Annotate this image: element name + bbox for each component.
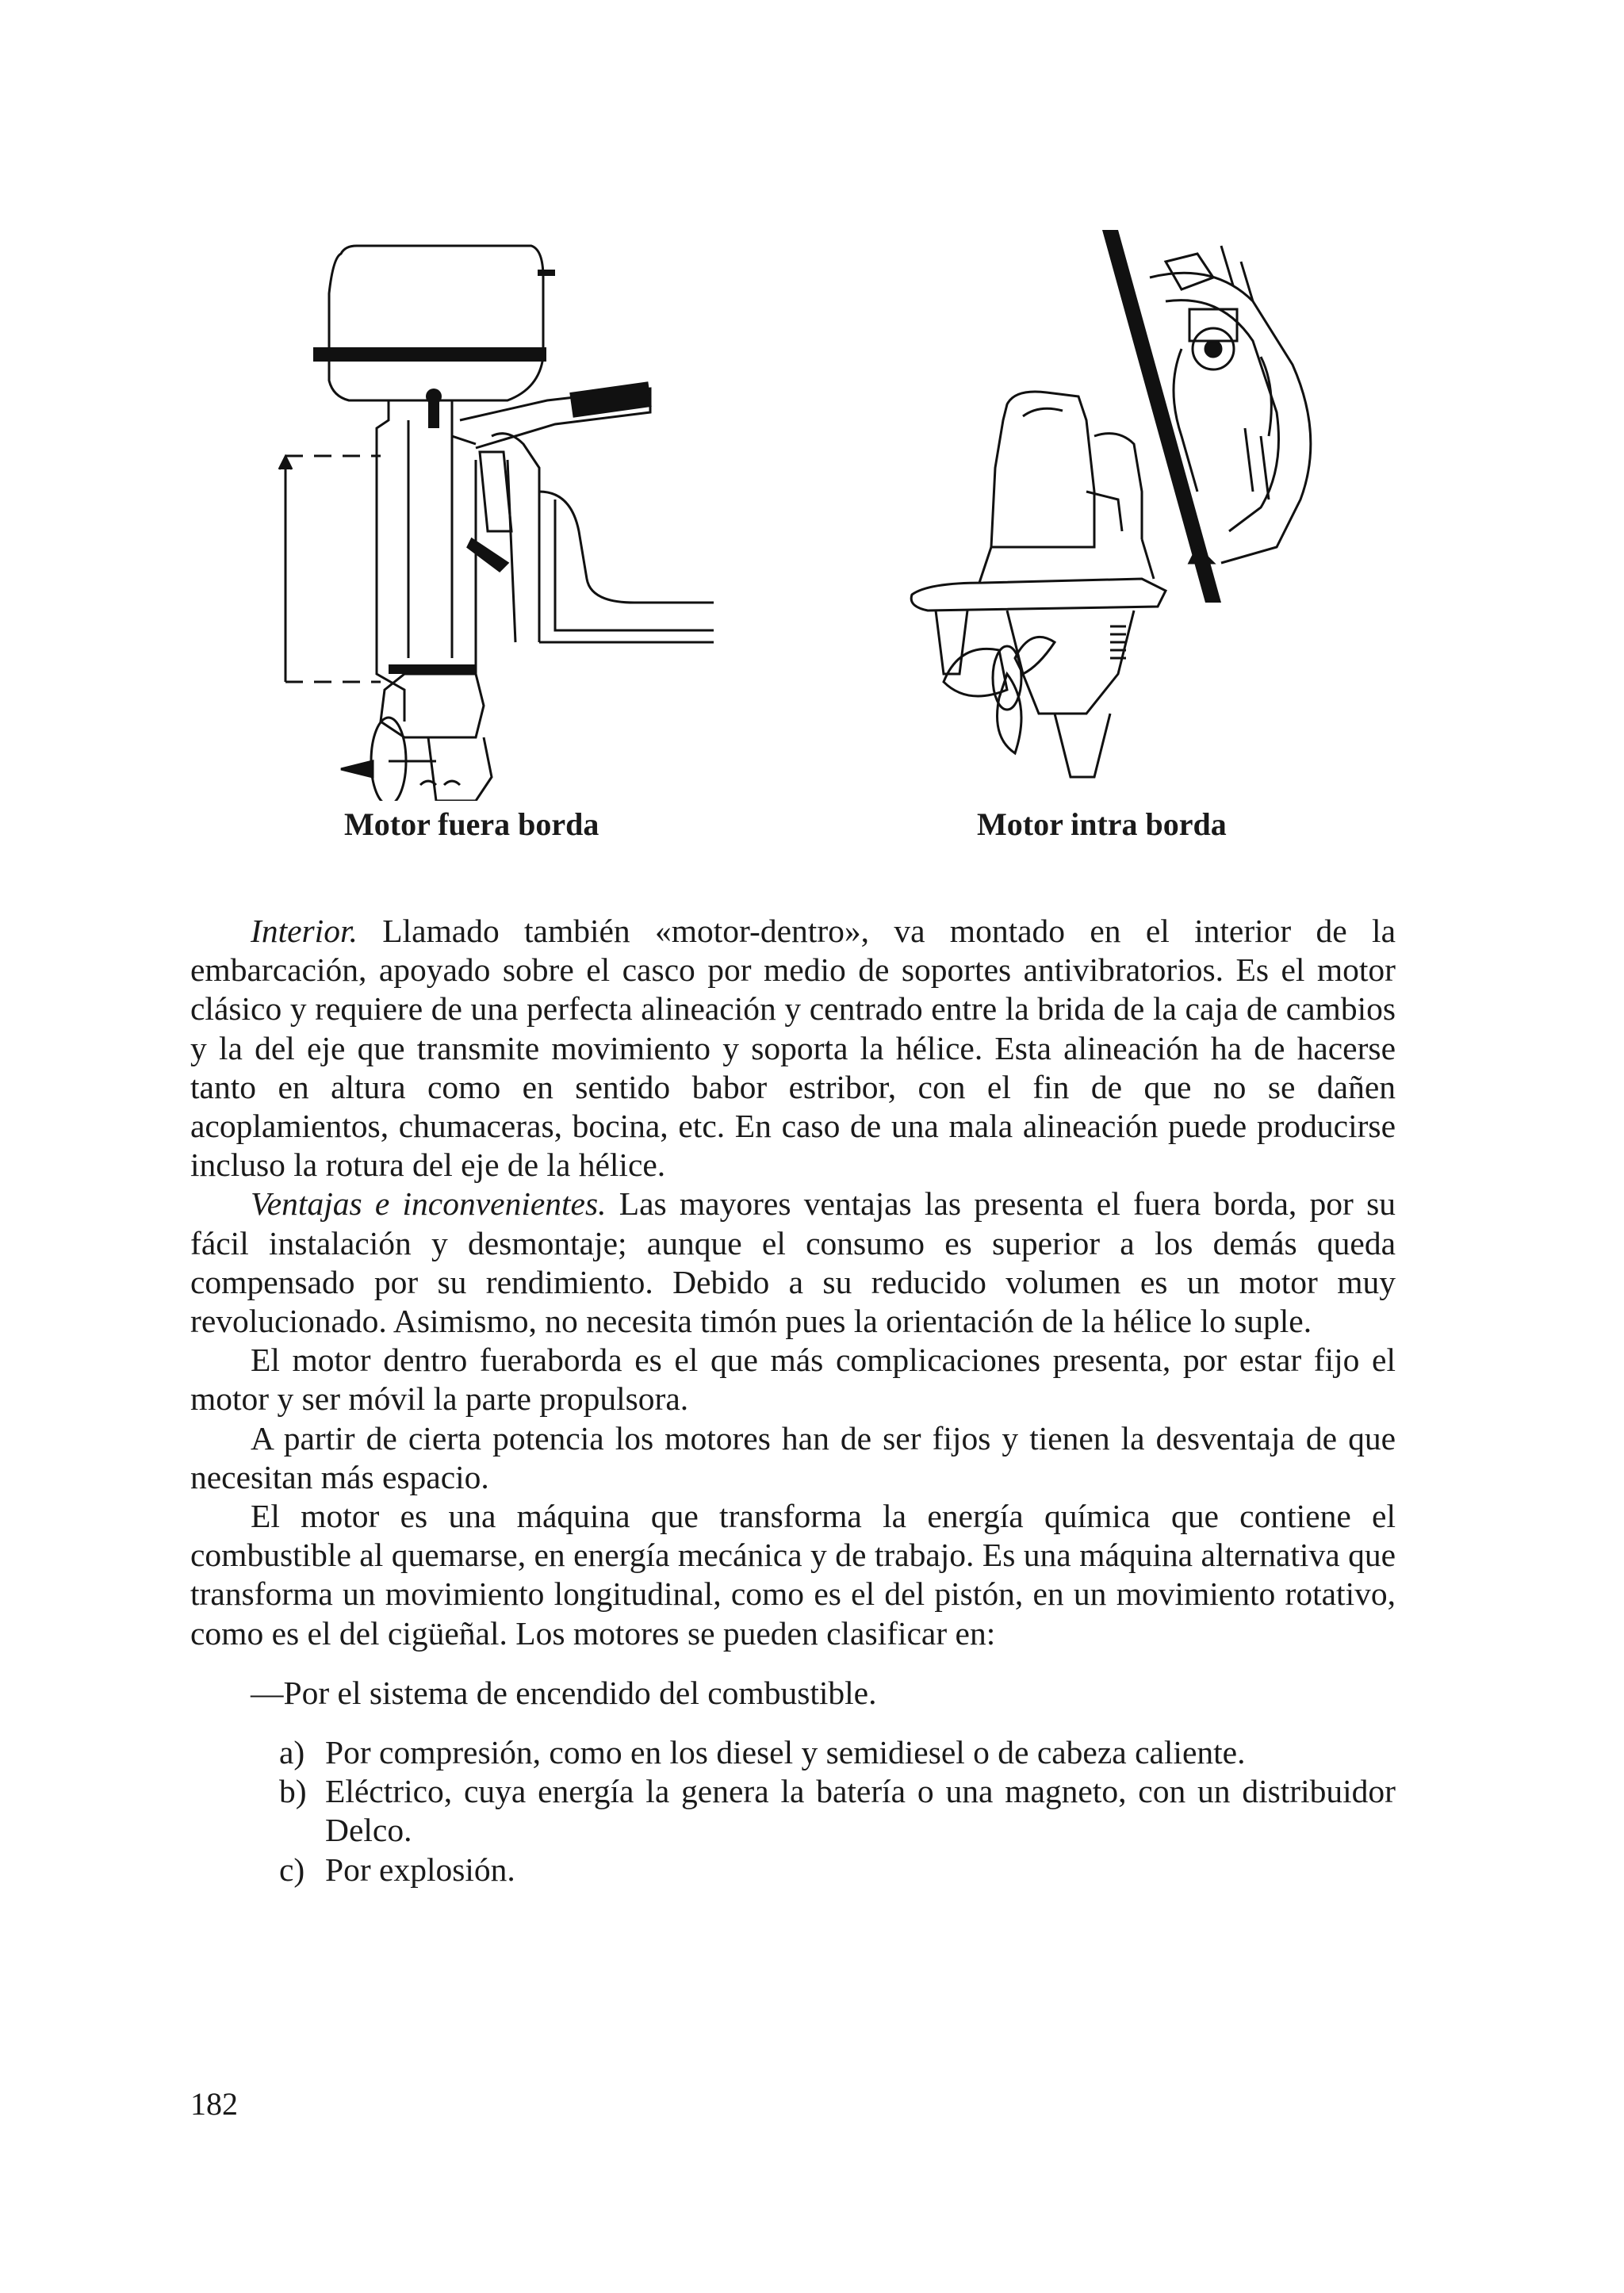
paragraph-dentro-fueraborda [190,1341,1396,1418]
inboard-motor-figure [880,230,1372,801]
paragraph-ventajas [190,1185,1396,1341]
paragraph-lead: Interior. [251,913,358,949]
inboard-motor-illustration [880,230,1372,801]
body-text [190,912,1396,1889]
paragraph-text: El motor dentro fueraborda es el que más complicaciones presenta, por estar fijo el motor y ser móvil la parte propulsora. [190,1342,1396,1418]
list-item-text: Eléctrico, cuya energía la genera la batería o una magneto, con un distribuidor Delco. [325,1773,1396,1849]
ignition-type-list [190,1733,1396,1889]
paragraph-potencia [190,1419,1396,1497]
list-item [279,1772,1396,1850]
list-marker: c) [279,1851,305,1888]
outboard-motor-figure [270,230,714,801]
outboard-motor-caption: Motor fuera borda [344,806,599,842]
list-marker: a) [279,1734,305,1771]
classification-heading: —Por el sistema de encendido del combustible. [251,1674,877,1711]
list-item-text: Por explosión. [325,1851,515,1888]
list-item [279,1851,1396,1889]
list-item-text: Por compresión, como en los diesel y semidiesel o de cabeza caliente. [325,1734,1246,1771]
paragraph-text: Llamado también «motor-dentro», va montado en el interior de la embarcación, apoyado sobre el casco por medio de soportes antivibratorios. Es el motor clásico y requiere de una perfecta alineación y centrado entre la brida de la caja de cambios y la del eje que transmite movimiento y soporta la hélice. Esta alineación ha de hacerse tanto en altura como en sentido babor estribor, con el fin de que no se dañen acoplamientos, chumaceras, bocina, etc. En caso de una mala alineación puede producirse incluso la rotura del eje de la hélice. [190,913,1396,1184]
outboard-motor-illustration [270,230,714,801]
page-number: 182 [190,2086,238,2122]
list-marker: b) [279,1773,307,1810]
paragraph-text: El motor es una máquina que transforma la energía química que contiene el combustible al quemarse, en energía mecánica y de trabajo. Es una máquina alternativa que transforma un movimiento longitudinal, como es el del pistón, en un movimiento rotativo, como es el del cigüeñal. Los motores se pueden clasificar en: [190,1498,1396,1652]
list-item [279,1733,1396,1772]
paragraph-lead: Ventajas e inconvenientes. [251,1185,607,1223]
paragraph-text: A partir de cierta potencia los motores han de ser fijos y tienen la desventaja de que necesitan más espacio. [190,1419,1396,1495]
inboard-motor-caption: Motor intra borda [977,806,1227,842]
paragraph-motor-definicion [190,1497,1396,1653]
paragraph-interior [190,912,1396,1185]
paragraph-text: Las mayores ventajas las presenta el fuera borda, por su fácil instalación y desmontaje; aunque el consumo es superior a los demás queda compensado por su rendimiento. Debido a su reducido volumen es un motor muy revolucionado. Asimismo, no necesita timón pues la orientación de la hélice lo suple. [190,1185,1396,1340]
